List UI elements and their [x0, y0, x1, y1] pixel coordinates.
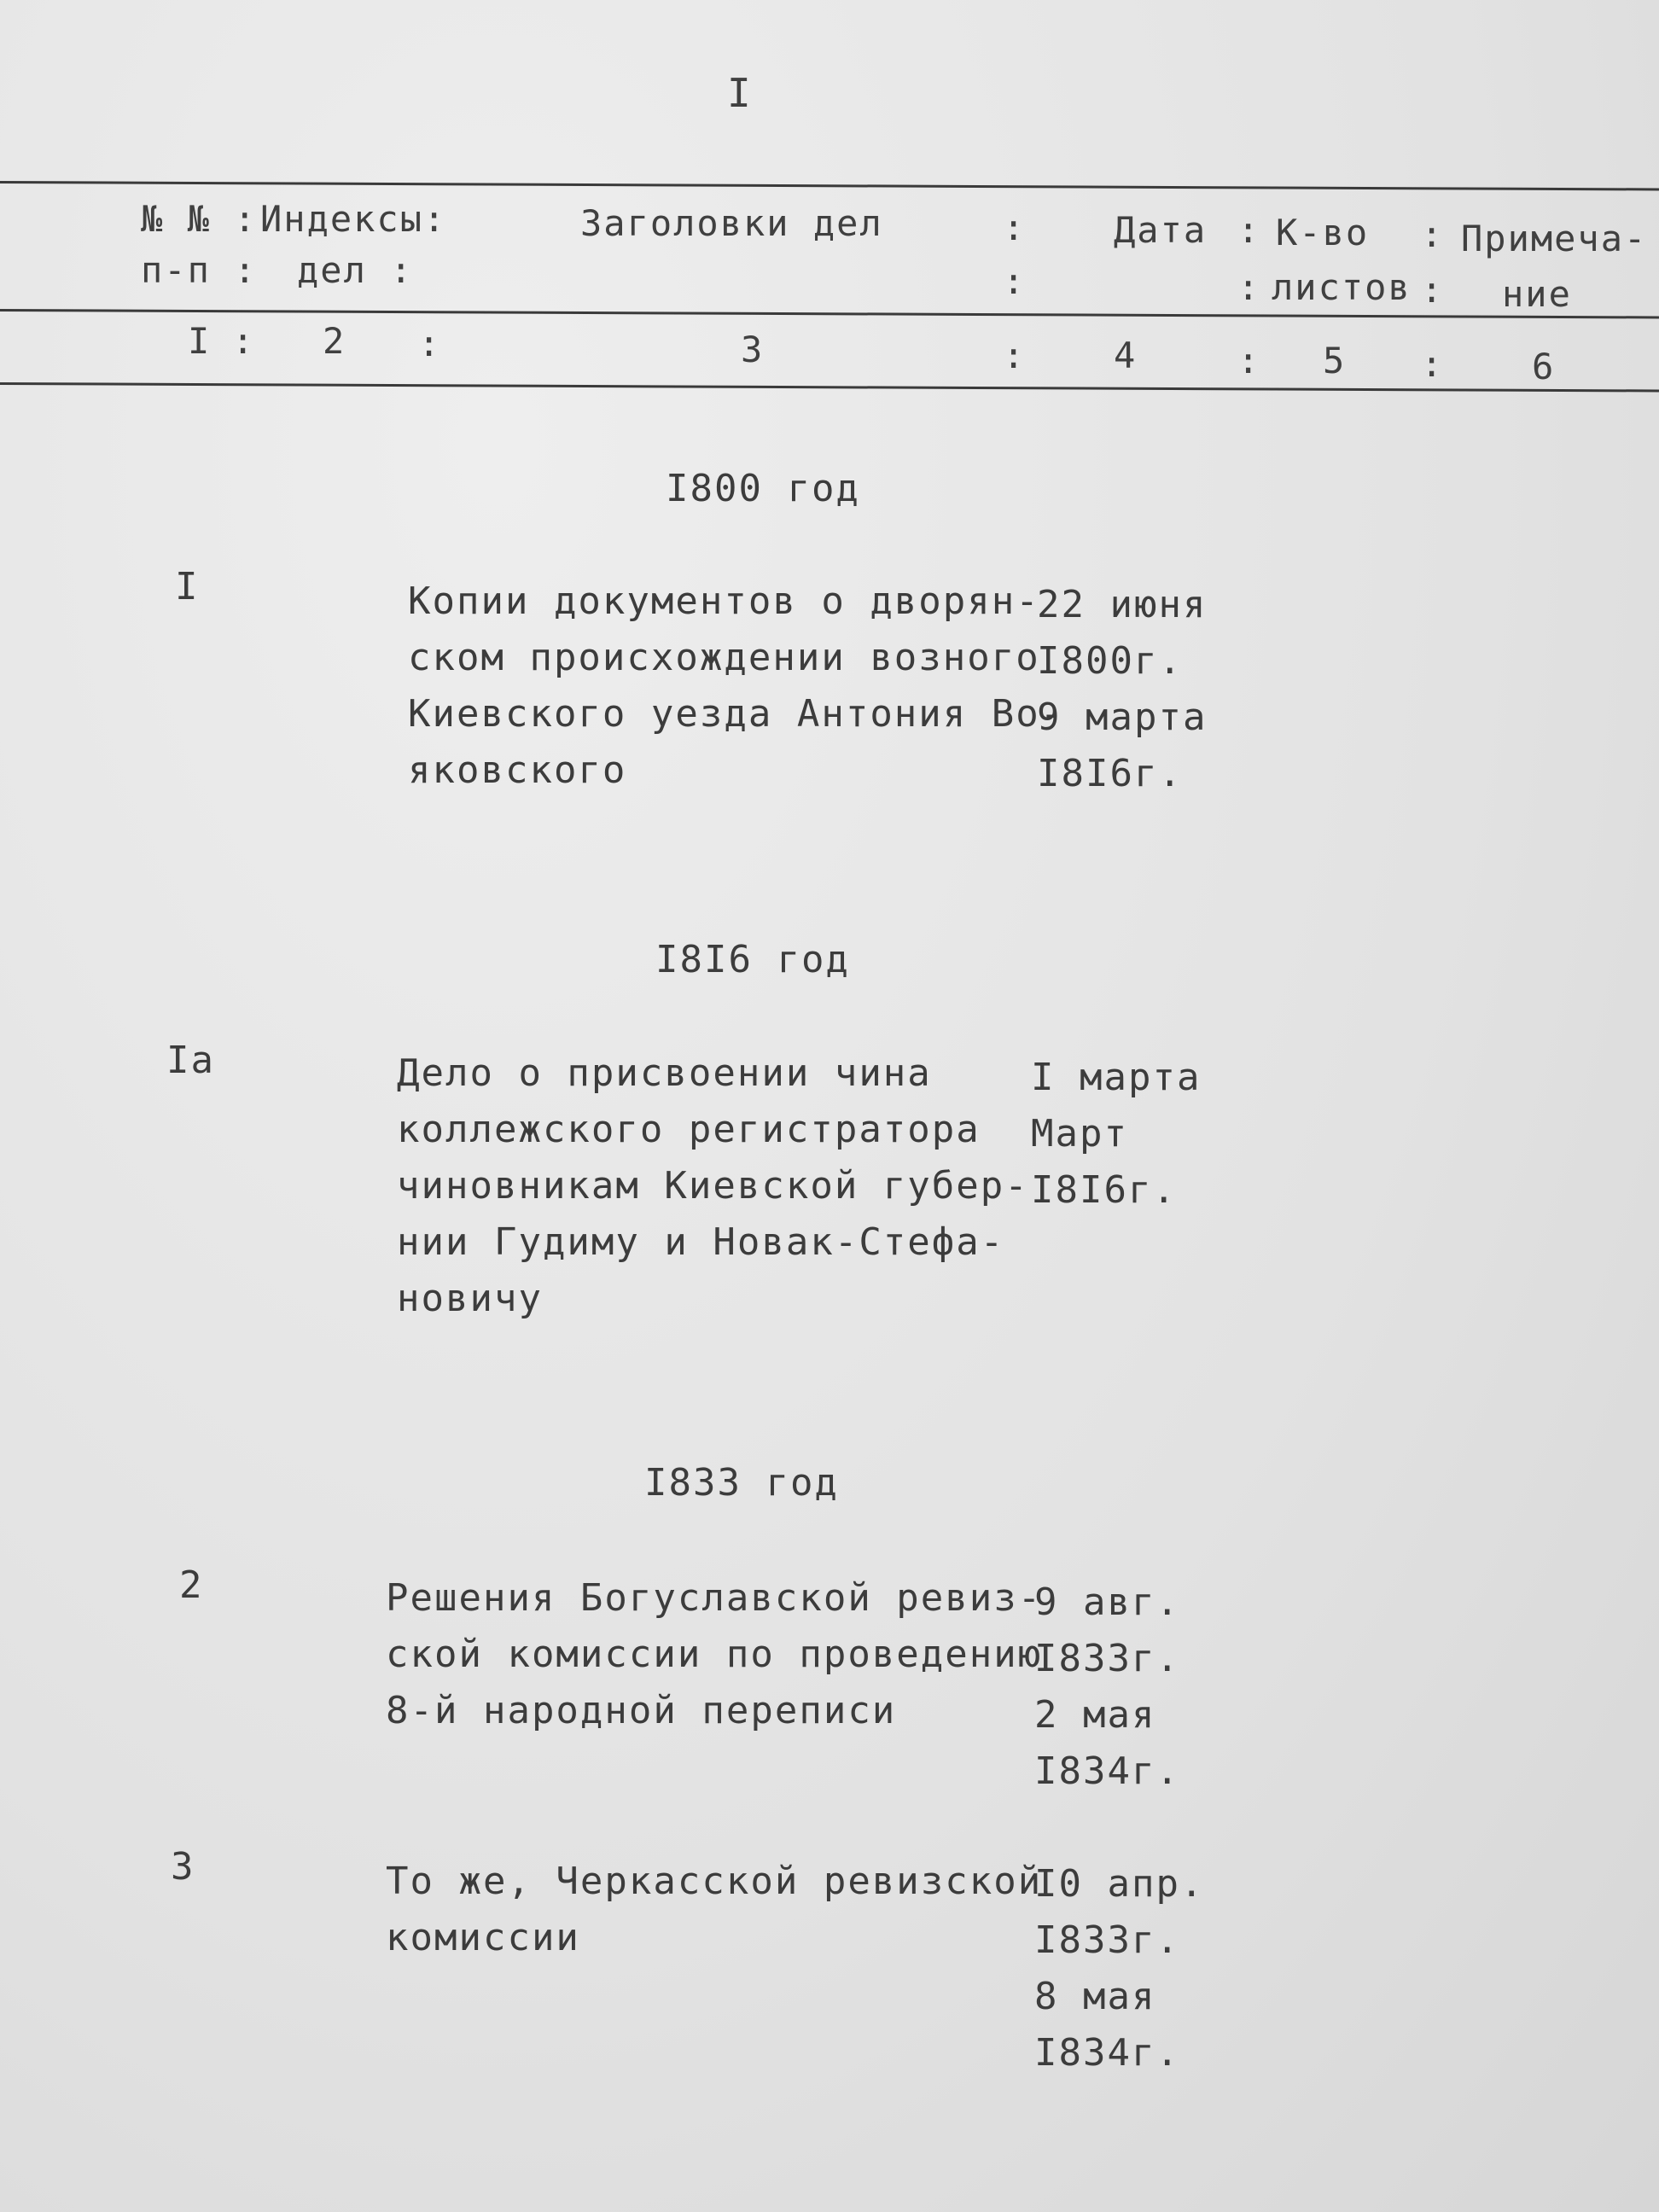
page-number: I: [727, 70, 753, 116]
section-year-1800: I800 год: [666, 467, 860, 510]
header-sep-3a: :: [1003, 207, 1027, 248]
entry-title-line: комиссии: [386, 1916, 580, 1959]
entry-date-line: 8 мая: [1034, 1975, 1156, 2018]
header-col1-line2: п-п :: [141, 249, 258, 291]
entry-title-line: Копии документов о дворян-: [408, 579, 1040, 623]
column-number-sep-1: :: [232, 320, 256, 362]
column-number-sep-2: :: [418, 323, 442, 364]
column-number-1: I: [188, 320, 212, 362]
entry-title-line: чиновникам Киевской губер-: [397, 1164, 1029, 1208]
column-number-sep-4: :: [1237, 340, 1261, 381]
entry-number: 2: [179, 1563, 204, 1607]
entry-date-line: 9 марта: [1037, 696, 1208, 739]
entry-date-line: I8I6г.: [1031, 1168, 1177, 1212]
entry-date-line: I0 апр.: [1034, 1862, 1205, 1906]
entry-date-line: Март: [1031, 1112, 1128, 1155]
entry-date: [1037, 577, 1207, 802]
header-col2-line1: Индексы:: [260, 198, 447, 240]
column-number-3: 3: [741, 329, 765, 370]
entry-number: 3: [171, 1845, 195, 1889]
entry-title: [386, 1854, 1042, 1966]
entry-date-line: I834г.: [1034, 2031, 1180, 2075]
column-number-5: 5: [1323, 340, 1347, 381]
header-col4: Дата: [1114, 209, 1208, 251]
header-col5-line2: листов: [1272, 266, 1412, 308]
entry-title: [408, 573, 1064, 799]
entry-title-line: Киевского уезда Антония Во-: [408, 692, 1065, 736]
header-sep-4b: :: [1237, 266, 1261, 308]
header-col6-line1: Примеча-: [1461, 218, 1648, 259]
header-sep-3b: :: [1003, 260, 1027, 302]
header-sep-5b: :: [1421, 269, 1445, 311]
header-top-rule: [0, 181, 1659, 190]
entry-title-line: коллежского регистратора: [397, 1108, 981, 1151]
entry-date-line: I марта: [1031, 1056, 1202, 1099]
entry-title-line: ском происхождении возного: [408, 636, 1040, 679]
column-number-sep-3: :: [1003, 335, 1027, 376]
entry-title-line: 8-й народной переписи: [386, 1689, 897, 1732]
header-sep-4: :: [1237, 209, 1261, 251]
header-col1-line1: № № :: [141, 198, 258, 240]
entry-date-line: 2 мая: [1034, 1693, 1156, 1737]
entry-date-line: I800г.: [1037, 639, 1183, 683]
header-sep-5a: :: [1421, 213, 1445, 255]
entry-title-line: Дело о присвоении чина: [397, 1051, 932, 1095]
header-col2-line2: дел :: [297, 249, 414, 291]
entry-date: [1031, 1050, 1201, 1219]
header-middle-rule: [0, 309, 1659, 318]
entry-number: Iа: [166, 1039, 215, 1082]
entry-number: I: [175, 565, 200, 608]
entry-title-line: новичу: [397, 1277, 543, 1320]
entry-title: [397, 1045, 1029, 1327]
entry-title-line: ской комиссии по проведению: [386, 1633, 1043, 1676]
entry-title-line: То же, Черкасской ревизской: [386, 1860, 1043, 1903]
entry-date-line: 22 июня: [1037, 583, 1208, 626]
entry-title-line: яковского: [408, 748, 627, 792]
entry-date-line: I833г.: [1034, 1637, 1180, 1680]
header-bottom-rule: [0, 382, 1659, 392]
column-number-2: 2: [323, 320, 346, 362]
header-col3: Заголовки дел: [580, 202, 883, 244]
entry-title-line: нии Гудиму и Новак-Стефа-: [397, 1220, 1005, 1264]
entry-date-line: I833г.: [1034, 1918, 1180, 1962]
entry-title-line: Решения Богуславской ревиз-: [386, 1576, 1043, 1620]
header-col5-line1: К-во: [1276, 212, 1370, 253]
entry-date-line: I834г.: [1034, 1749, 1180, 1793]
section-year-1833: I833 год: [644, 1461, 839, 1505]
column-number-4: 4: [1114, 335, 1138, 376]
column-number-sep-5: :: [1421, 343, 1445, 385]
header-col6-line2: ние: [1502, 273, 1572, 315]
entry-date: [1034, 1856, 1204, 2081]
entry-title: [386, 1570, 1042, 1739]
column-number-6: 6: [1532, 346, 1556, 387]
section-year-1816: I8I6 год: [655, 938, 850, 981]
entry-date-line: 9 авг.: [1034, 1580, 1180, 1624]
entry-date: [1034, 1575, 1180, 1800]
entry-date-line: I8I6г.: [1037, 752, 1183, 795]
